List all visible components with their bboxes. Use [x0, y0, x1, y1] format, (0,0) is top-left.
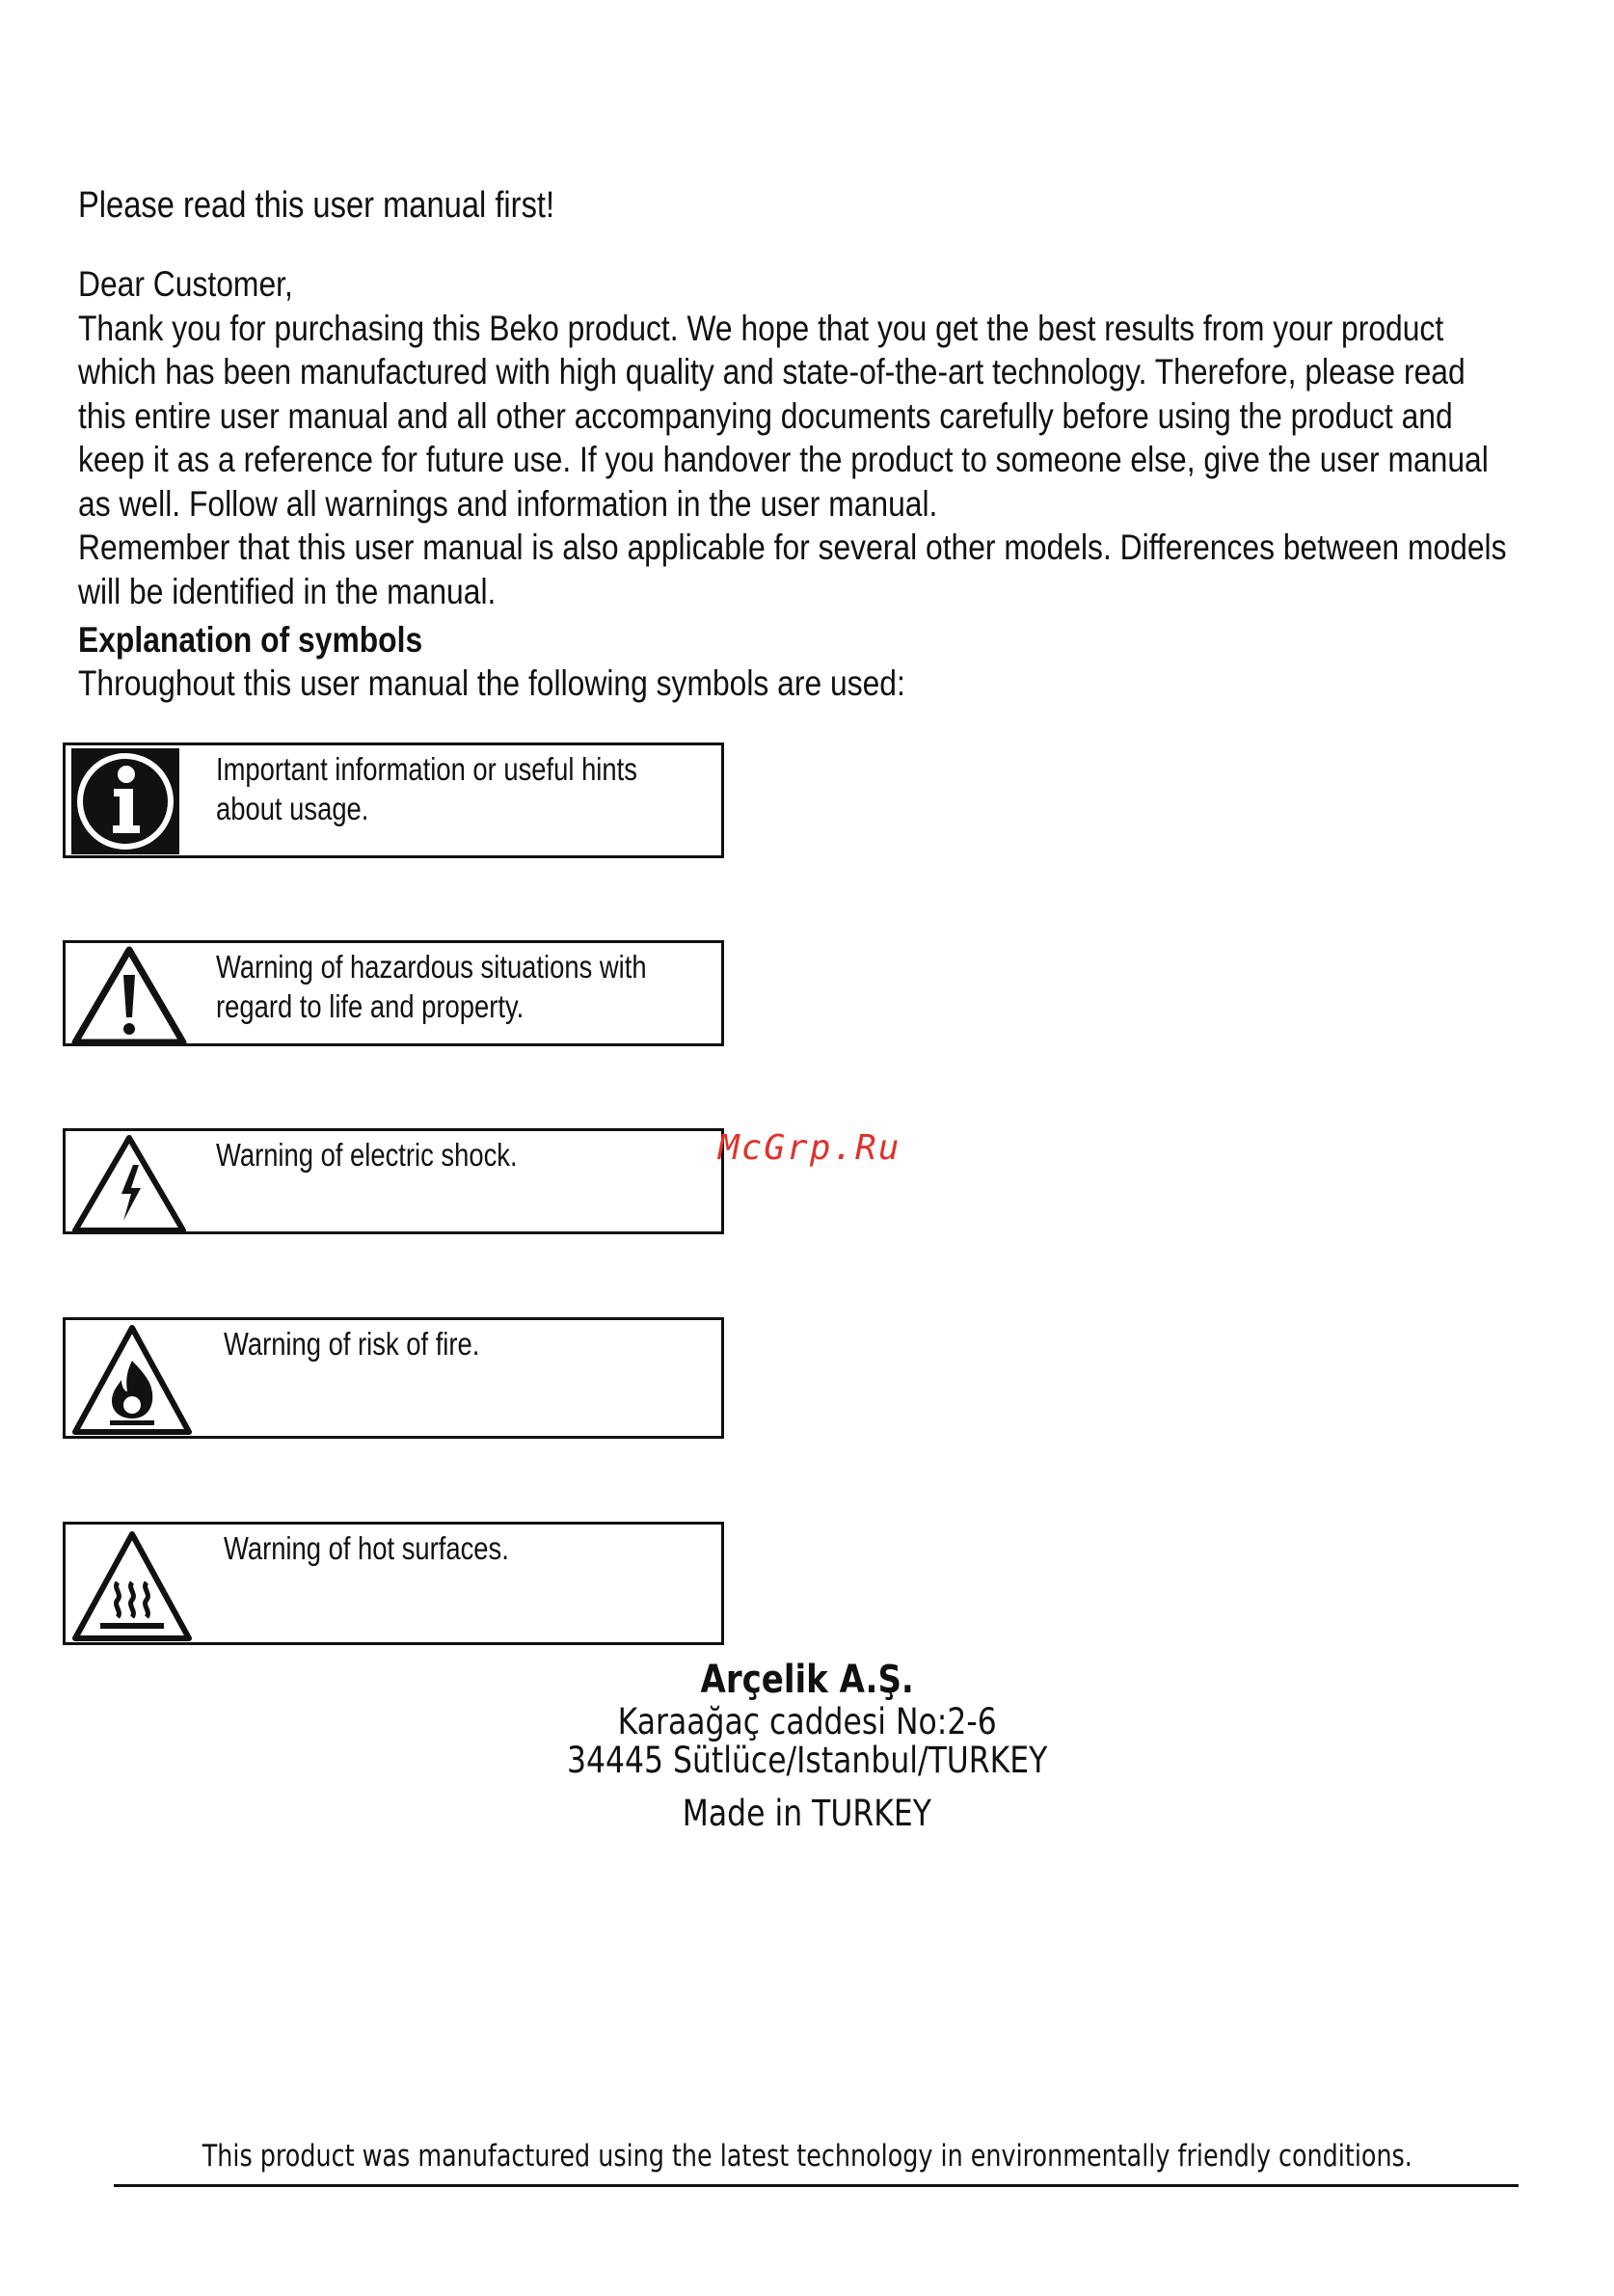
address-line: 34445 Sütlüce/Istanbul/TURKEY [566, 1740, 1048, 1781]
symbol-description: Warning of risk of fire. [224, 1326, 480, 1362]
intro-line: Remember that this user manual is also applicable for several other models. Differences between models [78, 527, 1507, 567]
symbol-box-warning [63, 940, 724, 1046]
footer-note: This product was manufactured using the latest technology in environmentally friendly conditions. [202, 2139, 1412, 2174]
intro-line: keep it as a reference for future use. If you handover the product to someone else, give the user manual [78, 440, 1489, 479]
symbols-heading: Explanation of symbols [78, 620, 423, 660]
symbol-box-hot-surface [63, 1522, 724, 1645]
company-name: Arçelik A.Ş. [700, 1658, 915, 1702]
watermark: McGrp.Ru [718, 1128, 901, 1168]
made-in-label: Made in TURKEY [682, 1793, 932, 1834]
electric-shock-icon [71, 1134, 187, 1239]
intro-line: which has been manufactured with high quality and state-of-the-art technology. Therefore, please read [78, 352, 1466, 392]
warning-icon [71, 946, 187, 1051]
intro-line: this entire user manual and all other accompanying documents carefully before using the product and [78, 395, 1453, 436]
address-line: Karaağaç caddesi No:2-6 [617, 1701, 997, 1742]
intro-text [78, 262, 1582, 613]
symbol-box-electric-shock [63, 1128, 724, 1234]
footer-divider [114, 2184, 1519, 2187]
intro-line: will be identified in the manual. [78, 571, 497, 611]
hot-surface-icon [71, 1530, 193, 1647]
info-icon [71, 748, 179, 859]
symbol-box-info [63, 743, 724, 858]
symbol-description: Warning of electric shock. [216, 1137, 518, 1173]
intro-line: as well. Follow all warnings and information in the user manual. [78, 483, 938, 524]
symbol-description: Warning of hot surfaces. [224, 1530, 509, 1566]
intro-line: Dear Customer, [78, 264, 293, 304]
symbols-intro: Throughout this user manual the following symbols are used: [78, 663, 905, 703]
symbol-box-fire [63, 1317, 724, 1439]
symbol-description: Warning of hazardous situations with regard to life and property. [216, 949, 647, 1024]
manufacturer-address [0, 1657, 1614, 1833]
fire-icon [71, 1324, 193, 1441]
page-heading: Please read this user manual first! [78, 185, 555, 226]
intro-line: Thank you for purchasing this Beko product. We hope that you get the best results from your product [78, 308, 1444, 348]
symbol-description: Important information or useful hints about usage. [216, 751, 637, 826]
